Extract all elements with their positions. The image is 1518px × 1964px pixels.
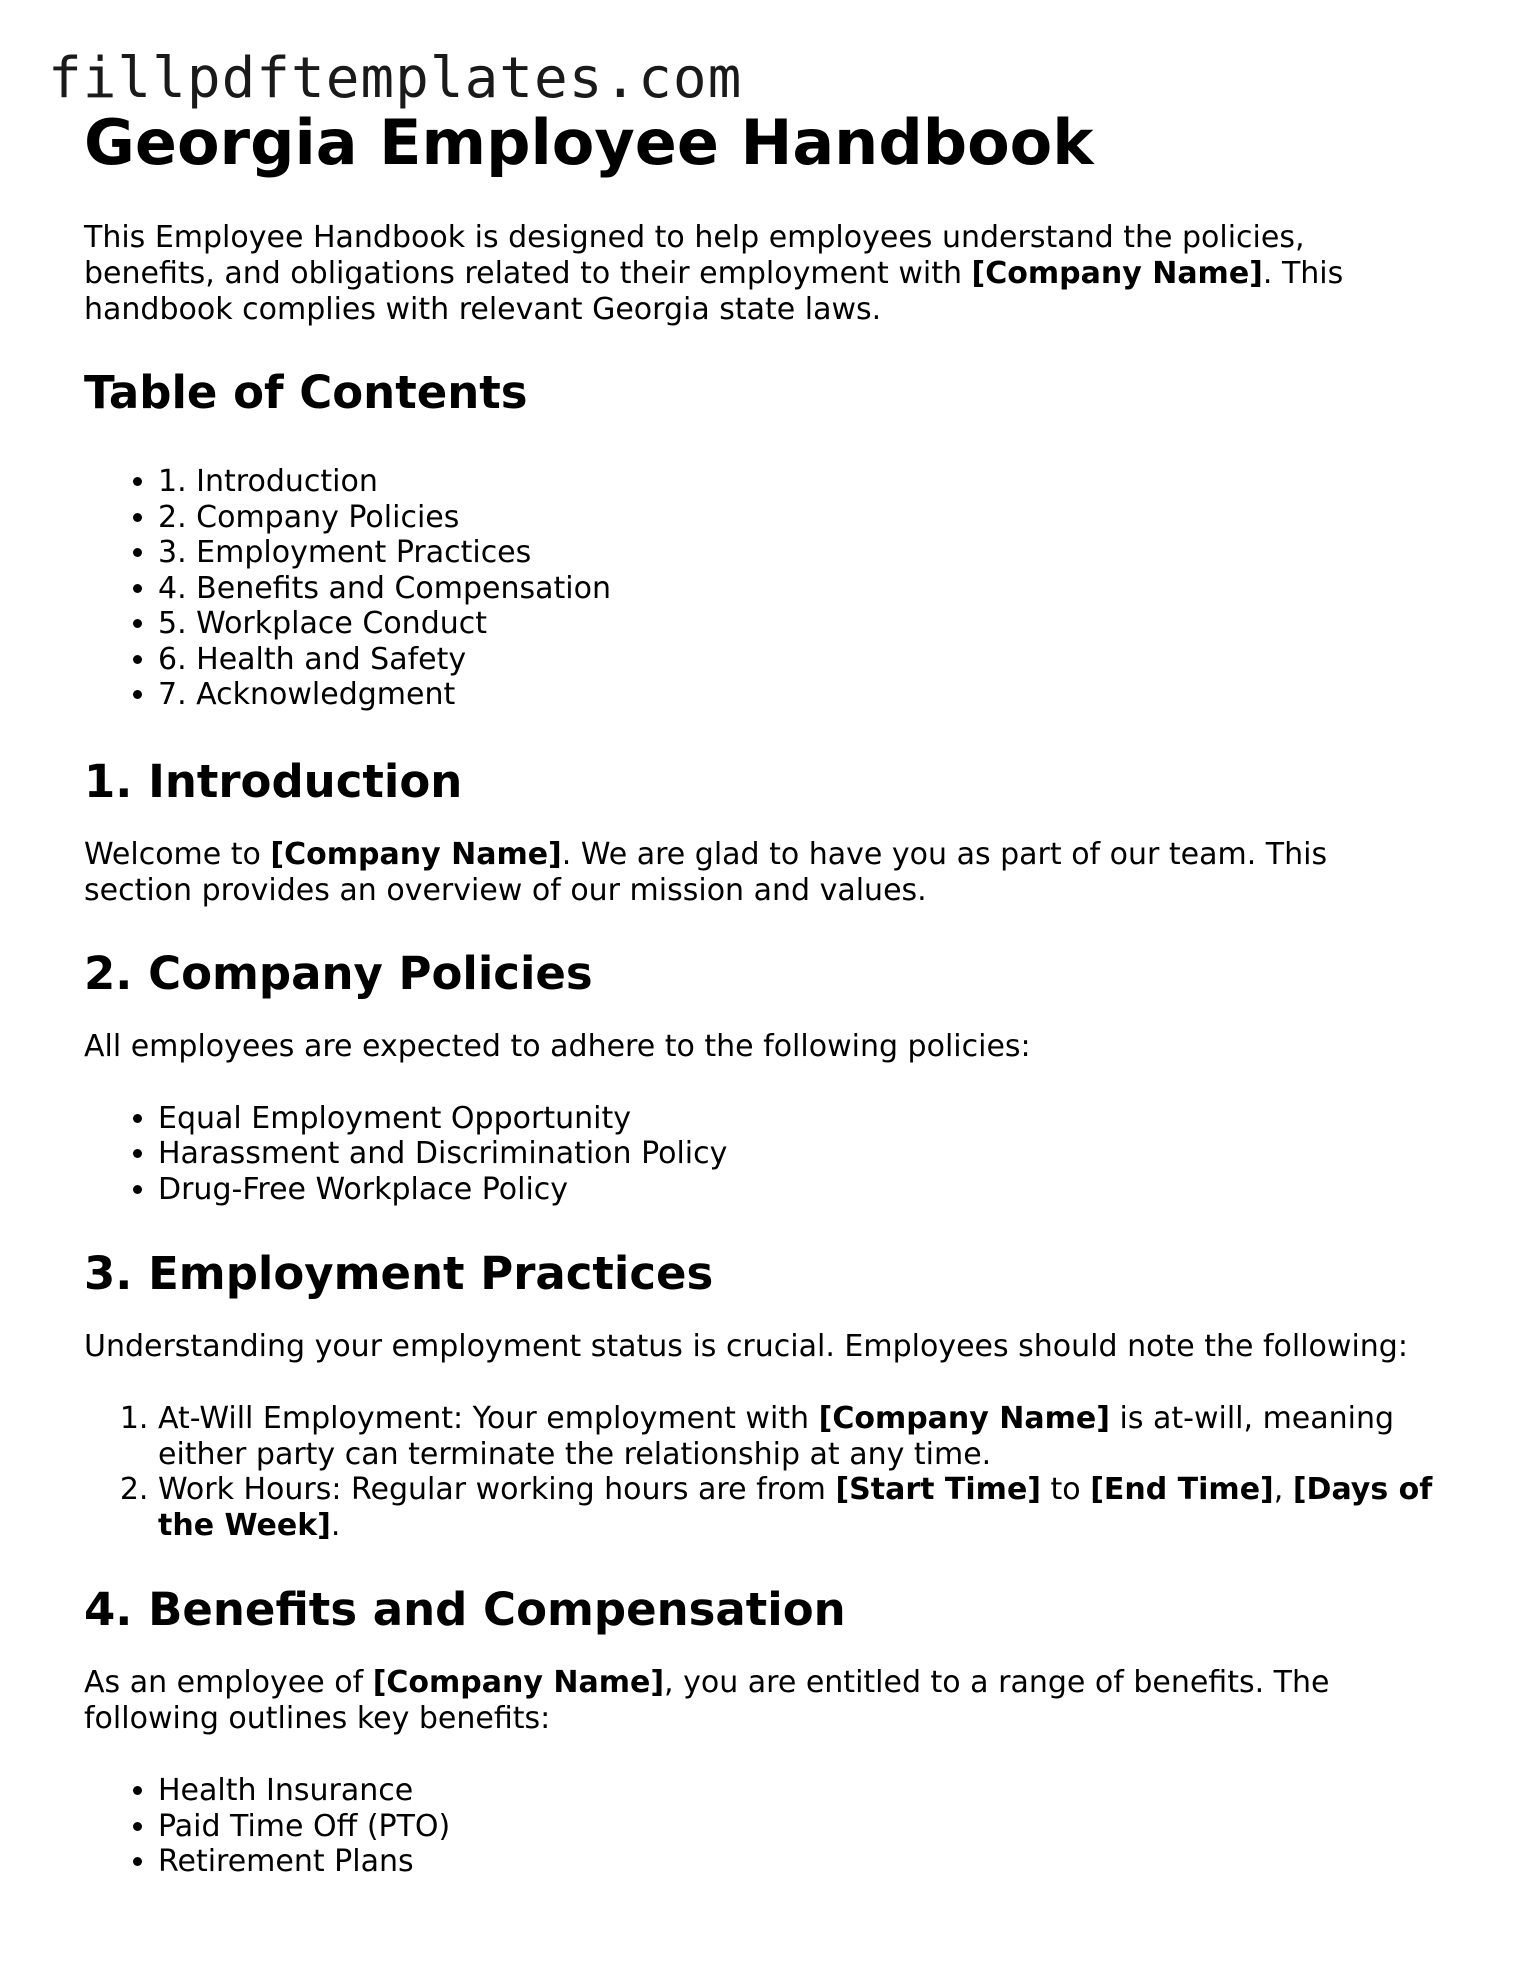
at-will-text-2: is at-will, meaning either party can terminate the relationship at any time. <box>158 1401 1395 1472</box>
section-heading-introduction: 1. Introduction <box>84 754 463 808</box>
practice-item-work-hours <box>158 1472 1444 1543</box>
days-of-week-placeholder: [Days of the Week] <box>158 1472 1433 1543</box>
toc-item: • 4. Benefits and Compensation <box>158 571 1444 607</box>
practices-list <box>84 1401 1444 1543</box>
policy-item: • Drug-Free Workplace Policy <box>158 1172 1444 1208</box>
toc-list <box>84 464 1444 713</box>
toc-item: • 1. Introduction <box>158 464 1444 500</box>
benefit-item: • Health Insurance <box>158 1773 1444 1809</box>
policies-paragraph: All employees are expected to adhere to the following policies: <box>84 1028 1031 1064</box>
watermark: fillpdftemplates.com <box>48 46 743 111</box>
benefits-list <box>84 1773 1444 1880</box>
benefits-text-2: , you are entitled to a range of benefits. The following outlines key benefits: <box>84 1665 1330 1736</box>
practices-paragraph: Understanding your employment status is crucial. Employees should note the following: <box>84 1329 1408 1364</box>
intro-text-1: This Employee Handbook is designed to help employees understand the policies, benefits, and obligations related to their employment with <box>84 220 1305 291</box>
benefit-item: • Paid Time Off (PTO) <box>158 1809 1444 1845</box>
section-heading-benefits: 4. Benefits and Compensation <box>84 1583 846 1636</box>
policy-item: • Harassment and Discrimination Policy <box>158 1136 1444 1172</box>
company-name-placeholder: [Company Name] <box>818 1401 1110 1436</box>
toc-item: • 5. Workplace Conduct <box>158 606 1444 642</box>
benefits-paragraph <box>84 1665 1444 1737</box>
work-hours-text-1: Work Hours: Regular working hours are from <box>158 1472 836 1507</box>
introduction-text-2: . We are glad to have you as part of our team. This section provides an overview of our mission and values. <box>84 836 1328 908</box>
section-heading-employment-practices: 3. Employment Practices <box>84 1247 714 1300</box>
work-hours-period: . <box>330 1507 341 1543</box>
toc-heading: Table of Contents <box>84 366 528 419</box>
page-title: Georgia Employee Handbook <box>84 106 1094 179</box>
section-heading-company-policies: 2. Company Policies <box>84 946 593 1000</box>
practice-item-at-will <box>158 1401 1444 1472</box>
company-name-placeholder: [Company Name] <box>372 1665 665 1700</box>
company-name-placeholder: [Company Name] <box>270 836 562 872</box>
end-time-placeholder: [End Time] <box>1090 1472 1274 1507</box>
toc-item: • 3. Employment Practices <box>158 535 1444 571</box>
work-hours-comma: , <box>1273 1472 1293 1507</box>
benefits-text-1: As an employee of <box>84 1665 373 1700</box>
intro-paragraph <box>84 220 1444 328</box>
policy-item: • Equal Employment Opportunity <box>158 1101 1444 1137</box>
work-hours-to: to <box>1041 1472 1091 1507</box>
company-name-placeholder: [Company Name] <box>971 256 1263 291</box>
intro-text-2: . This handbook complies with relevant Georgia state laws. <box>84 256 1344 327</box>
introduction-paragraph <box>84 837 1444 909</box>
policies-list <box>84 1101 1444 1208</box>
toc-item: • 6. Health and Safety <box>158 642 1444 678</box>
at-will-text-1: At-Will Employment: Your employment with <box>158 1401 819 1436</box>
start-time-placeholder: [Start Time] <box>835 1472 1041 1507</box>
toc-item: • 7. Acknowledgment <box>158 677 1444 713</box>
benefit-item: • Retirement Plans <box>158 1844 1444 1880</box>
toc-item: • 2. Company Policies <box>158 500 1444 536</box>
introduction-text-1: Welcome to <box>84 836 271 872</box>
document-body <box>84 104 1444 1918</box>
